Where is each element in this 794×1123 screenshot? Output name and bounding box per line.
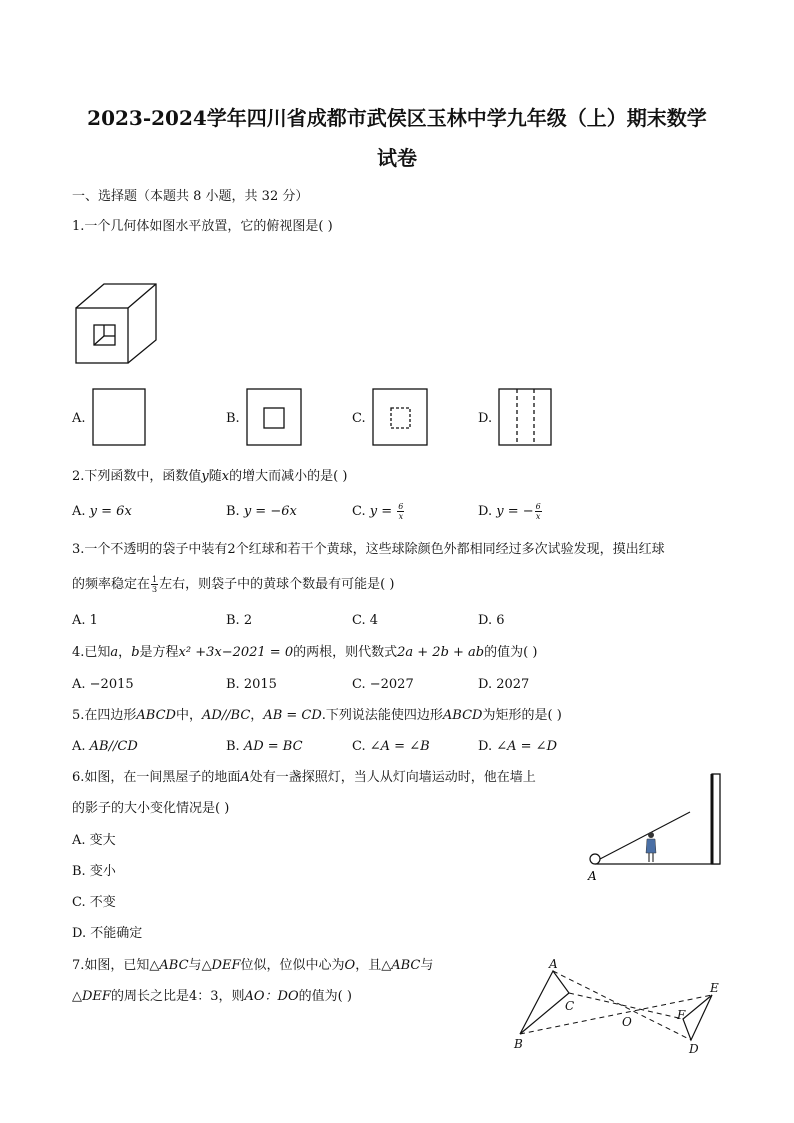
q1-option-b[interactable]: B.: [226, 411, 240, 426]
q7-label-a: A: [549, 957, 558, 971]
q7-label-o: O: [622, 1015, 632, 1029]
q6-stem-line2: 的影子的大小变化情况是( ): [72, 801, 230, 816]
q4-option-b[interactable]: B. 2015: [226, 677, 277, 692]
q1-option-d[interactable]: D.: [478, 411, 493, 426]
q1-stem: 1.一个几何体如图水平放置，它的俯视图是( ): [72, 219, 333, 234]
q2-stem: 2.下列函数中，函数值y随x的增大而减小的是( ): [72, 469, 348, 484]
q5-option-c[interactable]: C. ∠A = ∠B: [352, 739, 430, 754]
q3-stem-line2: 的频率稳定在 $\frac{1}{3}$ 左右，则袋子中的黄球个数最有可能是( ): [72, 575, 395, 594]
section-header: 一、选择题（本题共 8 小题，共 32 分）: [72, 189, 309, 204]
q4-option-a[interactable]: A. −2015: [72, 677, 134, 692]
q4-option-d[interactable]: D. 2027: [478, 677, 530, 692]
q7-stem-line2: △DEF的周长之比是4：3，则AO：DO的值为( ): [72, 989, 352, 1004]
q2-option-b[interactable]: B. y = −6x: [226, 504, 297, 519]
q5-option-a[interactable]: A. AB//CD: [72, 739, 138, 754]
q1-option-a[interactable]: A.: [72, 411, 86, 426]
q6-option-d[interactable]: D. 不能确定: [72, 926, 143, 941]
q7-stem-line1: 7.如图，已知△ABC与△DEF位似，位似中心为O，且△ABC与: [72, 958, 434, 973]
q3-option-c[interactable]: C. 4: [352, 613, 379, 628]
q3-stem-line1: 3.一个不透明的袋子中装有2个红球和若干个黄球，这些球除颜色外都相同经过多次试验发现，摸出红球: [72, 542, 665, 557]
q3-option-b[interactable]: B. 2: [226, 613, 253, 628]
q3-option-d[interactable]: D. 6: [478, 613, 505, 628]
q7-label-b: B: [514, 1037, 523, 1051]
q5-option-d[interactable]: D. ∠A = ∠D: [478, 739, 557, 754]
q5-option-b[interactable]: B. AD = BC: [226, 739, 303, 754]
q2-option-d[interactable]: D. y = − $\frac{6}{x}$: [478, 502, 541, 521]
q6-option-b[interactable]: B. 变小: [72, 864, 116, 879]
q6-label-a: A: [588, 869, 597, 883]
q2-option-a[interactable]: A. y = 6x: [72, 504, 132, 519]
q4-option-c[interactable]: C. −2027: [352, 677, 414, 692]
q4-stem: 4.已知a，b是方程x² +3x−2021 = 0的两根，则代数式2a + 2b + ab的值为( ): [72, 645, 538, 660]
q6-option-a[interactable]: A. 变大: [72, 833, 116, 848]
q7-label-f: F: [677, 1008, 686, 1022]
q5-stem: 5.在四边形ABCD中，AD//BC，AB = CD.下列说法能使四边形ABCD为矩形的是( ): [72, 708, 562, 723]
q6-stem-line1: 6.如图，在一间黑屋子的地面A处有一盏探照灯，当人从灯向墙运动时，他在墙上: [72, 770, 536, 785]
q6-option-c[interactable]: C. 不变: [72, 895, 116, 910]
q7-label-e: E: [710, 981, 719, 995]
q1-option-c[interactable]: C.: [352, 411, 366, 426]
page-title-line1: 2023-2024学年四川省成都市武侯区玉林中学九年级（上）期末数学: [87, 106, 707, 130]
q7-label-c: C: [565, 999, 575, 1013]
page-title-line2: 试卷: [377, 146, 417, 170]
q2-option-c[interactable]: C. y = $\frac{6}{x}$: [352, 502, 404, 521]
q3-option-a[interactable]: A. 1: [72, 613, 98, 628]
q7-label-d: D: [689, 1042, 699, 1056]
